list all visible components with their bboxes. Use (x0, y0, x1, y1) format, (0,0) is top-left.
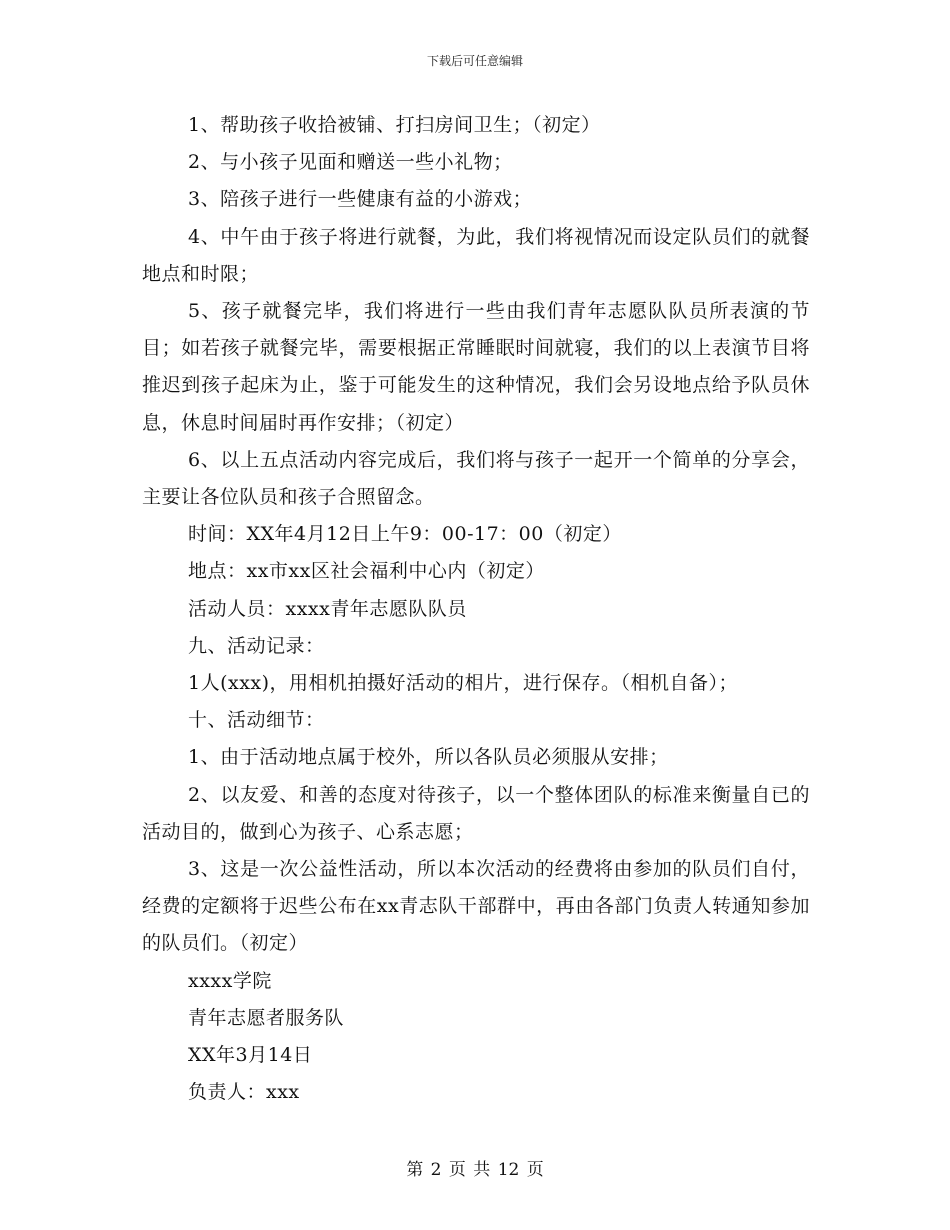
document-body (142, 107, 810, 1111)
signature-date: XX年3月14日 (188, 1044, 313, 1067)
paragraph-item-1: 1、帮助孩子收拾被铺、打扫房间卫生；（初定） (188, 114, 601, 136)
detail-item-1: 1、由于活动地点属于校外，所以各队员必须服从安排； (188, 746, 669, 769)
detail-item-2: 2、以友爱、和善的态度对待孩子，以一个整体团队的标准来衡量自已的活动目的，做到心为孩子、心系志愿； (142, 783, 810, 843)
paragraph-item-5: 5、孩子就餐完毕，我们将进行一些由我们青年志愿队队员所表演的节目；如若孩子就餐完毕，需要根据正常睡眠时间就寝，我们的以上表演节目将推迟到孩子起床为止，鉴于可能发生的这种情况，我们会另设地点给予队员休息，休息时间届时再作安排；（初定） (142, 300, 810, 434)
paragraph-item-6: 6、以上五点活动内容完成后，我们将与孩子一起开一个简单的分享会，主要让各位队员和孩子合照留念。 (142, 448, 810, 509)
page-number: 第 2 页 共 12 页 (406, 1160, 544, 1180)
paragraph-item-4: 4、中午由于孩子将进行就餐，为此，我们将视情况而设定队员们的就餐地点和时限； (142, 225, 810, 285)
section-heading-record: 九、活动记录： (188, 634, 325, 657)
signature-team: 青年志愿者服务队 (188, 1006, 345, 1029)
record-detail: 1人(xxx)，用相机拍摄好活动的相片，进行保存。（相机自备）； (188, 672, 739, 695)
section-heading-details: 十、活动细节： (188, 709, 325, 732)
paragraph-item-2: 2、与小孩子见面和赠送一些小礼物； (188, 151, 513, 174)
signature-college: xxxx学院 (188, 969, 272, 992)
signature-responsible: 负责人：xxx (188, 1081, 300, 1104)
page-header-note: 下载后可任意编辑 (426, 54, 523, 68)
detail-item-3: 3、这是一次公益性活动，所以本次活动的经费将由参加的队员们自付，经费的定额将于迟些公布在xx青志队干部群中，再由各部门负责人转通知参加的队员们。（初定） (142, 858, 810, 955)
paragraph-item-3: 3、陪孩子进行一些健康有益的小游戏； (188, 188, 533, 211)
activity-time: 时间：XX年4月12日上午9：00-17：00（初定） (188, 523, 622, 546)
activity-location: 地点：xx市xx区社会福利中心内（初定） (188, 560, 545, 583)
activity-personnel: 活动人员：xxxx青年志愿队队员 (188, 597, 467, 620)
